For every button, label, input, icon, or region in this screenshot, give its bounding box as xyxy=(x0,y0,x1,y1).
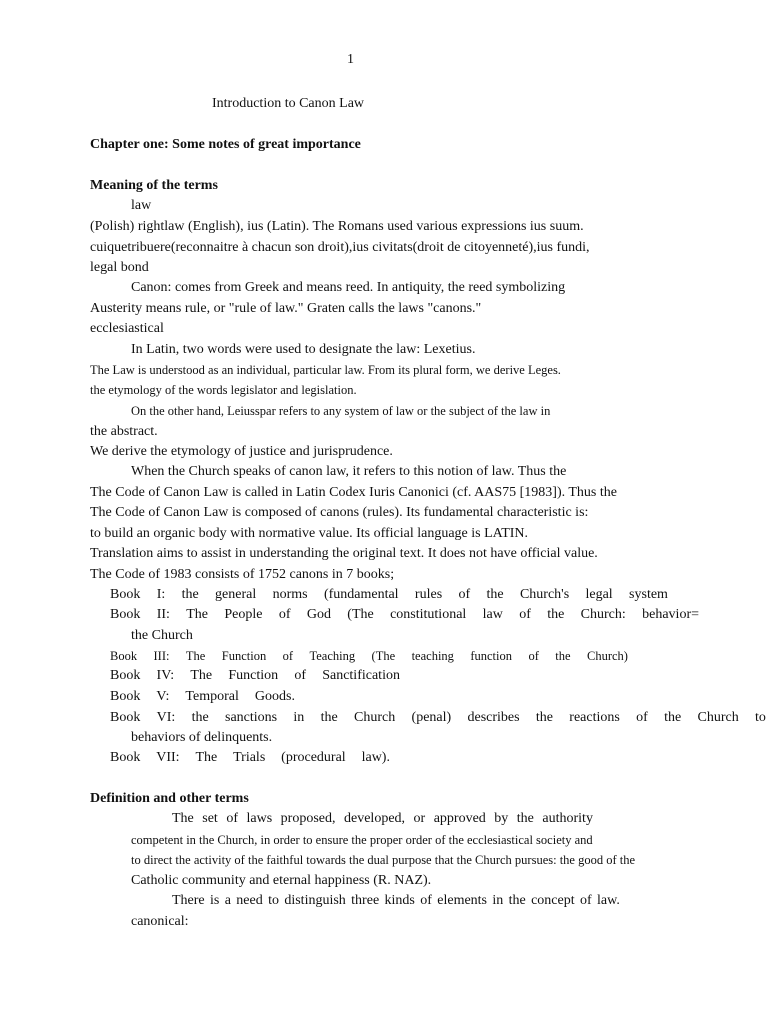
word: V: xyxy=(156,689,170,704)
word: Temporal xyxy=(185,689,239,704)
text-line xyxy=(172,892,620,910)
word: by xyxy=(494,811,509,826)
page-number: 1 xyxy=(347,52,354,67)
book-list-item xyxy=(110,606,699,624)
word: (The xyxy=(347,607,374,622)
word: Church) xyxy=(586,649,628,663)
text-line: canonical: xyxy=(131,914,189,929)
text-line: The Code of Canon Law is composed of canons (rules). Its fundamental characteristic is: xyxy=(90,505,589,520)
book-list-item xyxy=(110,667,400,685)
word: of xyxy=(519,607,531,622)
text-line xyxy=(172,810,593,828)
text-line: Catholic community and eternal happiness (R. NAZ). xyxy=(131,873,432,888)
book-list-item xyxy=(110,749,390,767)
word: Book xyxy=(110,649,138,663)
word: three xyxy=(351,893,380,908)
word: Sanctification xyxy=(322,668,400,683)
word: The xyxy=(172,811,194,826)
word: a xyxy=(224,893,231,908)
word: Church: xyxy=(580,607,626,622)
word: Book xyxy=(110,710,141,725)
word: Book xyxy=(110,587,141,602)
word: the xyxy=(508,893,526,908)
word: law. xyxy=(597,893,620,908)
text-line: Canon: comes from Greek and means reed. In antiquity, the reed symbolizing xyxy=(131,280,566,295)
word: Teaching xyxy=(309,649,356,663)
text-line: Translation aims to assist in understanding the original text. It does not have official value. xyxy=(90,546,598,561)
word: norms xyxy=(272,587,308,602)
book-list-item xyxy=(110,647,628,665)
word: need xyxy=(236,893,263,908)
word: of xyxy=(458,587,471,602)
word: developed, xyxy=(344,811,406,826)
word: Church xyxy=(354,710,396,725)
word: reactions xyxy=(569,710,620,725)
word: VII: xyxy=(156,750,180,765)
text-line: ecclesiastical xyxy=(90,321,164,336)
word: (fundamental xyxy=(323,587,399,602)
word: the xyxy=(664,710,682,725)
text-line: cuiquetribuere(reconnaitre à chacun son droit),ius civitats(droit de citoyenneté),ius fundi, xyxy=(90,240,590,255)
word: of xyxy=(294,668,306,683)
word: The xyxy=(190,668,213,683)
word: set xyxy=(202,811,218,826)
word: law). xyxy=(361,750,390,765)
word: of xyxy=(278,607,291,622)
word: God xyxy=(306,607,331,622)
word: People xyxy=(224,607,263,622)
chapter-heading: Chapter one: Some notes of great importance xyxy=(90,137,361,152)
word: II: xyxy=(156,607,170,622)
word: of xyxy=(420,893,432,908)
word: Function xyxy=(221,649,267,663)
section-heading-meaning: Meaning of the terms xyxy=(90,178,218,193)
word: constitutional xyxy=(390,607,467,622)
text-line: (Polish) rightlaw (English), ius (Latin). The Romans used various expressions ius suum. xyxy=(90,219,584,234)
book-list-continuation: behaviors of delinquents. xyxy=(131,730,273,745)
text-line: Austerity means rule, or "rule of law." Graten calls the laws "canons." xyxy=(90,301,482,316)
text-line: competent in the Church, in order to ensure the proper order of the ecclesiastical society and xyxy=(131,833,593,847)
text-line: When the Church speaks of canon law, it refers to this notion of law. Thus the xyxy=(131,464,567,479)
section-heading-definition: Definition and other terms xyxy=(90,791,249,806)
word: I: xyxy=(156,587,166,602)
text-line: law xyxy=(131,198,152,213)
word: describes xyxy=(467,710,520,725)
word: function xyxy=(470,649,513,663)
word: Church xyxy=(697,710,739,725)
word: (procedural xyxy=(281,750,346,765)
book-list-item xyxy=(110,709,766,727)
word: the xyxy=(547,607,565,622)
text-line: the abstract. xyxy=(90,424,158,439)
word: the xyxy=(535,710,553,725)
text-line: On the other hand, Leiusspar refers to any system of law or the subject of the law in xyxy=(131,404,551,418)
word: The xyxy=(185,649,206,663)
word: approved xyxy=(433,811,486,826)
word: elements xyxy=(437,893,488,908)
word: law xyxy=(482,607,503,622)
word: (penal) xyxy=(411,710,452,725)
word: The xyxy=(186,607,209,622)
word: Church's xyxy=(519,587,570,602)
word: the xyxy=(320,710,338,725)
word: concept xyxy=(531,893,575,908)
word: or xyxy=(413,811,426,826)
book-list-item xyxy=(110,586,668,604)
word: the xyxy=(191,710,209,725)
word: the xyxy=(555,649,571,663)
word: IV: xyxy=(156,668,175,683)
word: III: xyxy=(153,649,170,663)
word: of xyxy=(528,649,539,663)
word: Book xyxy=(110,607,141,622)
book-list-item xyxy=(110,688,295,706)
word: teaching xyxy=(411,649,454,663)
word: distinguish xyxy=(284,893,346,908)
word: the xyxy=(181,587,199,602)
word: of xyxy=(226,811,238,826)
word: of xyxy=(636,710,648,725)
word: Function xyxy=(228,668,279,683)
word: in xyxy=(492,893,504,908)
word: rules xyxy=(414,587,443,602)
word: kinds xyxy=(384,893,415,908)
word: the xyxy=(516,811,534,826)
book-list-continuation: the Church xyxy=(131,628,193,643)
word: general xyxy=(215,587,257,602)
text-line: to build an organic body with normative value. Its official language is LATIN. xyxy=(90,526,529,541)
text-line: The Law is understood as an individual, particular law. From its plural form, we derive Leges. xyxy=(90,363,561,377)
word: of xyxy=(579,893,592,908)
word: of xyxy=(282,649,294,663)
word: in xyxy=(293,710,305,725)
word: system xyxy=(629,587,668,602)
text-line: The Code of Canon Law is called in Latin Codex Iuris Canonici (cf. AAS75 [1983]). Thus the xyxy=(90,485,617,500)
word: sanctions xyxy=(225,710,278,725)
text-line: The Code of 1983 consists of 1752 canons in 7 books; xyxy=(90,567,395,582)
text-line: We derive the etymology of justice and jurisprudence. xyxy=(90,444,393,459)
word: Book xyxy=(110,689,141,704)
text-line: to direct the activity of the faithful towards the dual purpose that the Church pursues: the good of the xyxy=(131,853,636,867)
document-title: Introduction to Canon Law xyxy=(212,96,365,111)
word: (The xyxy=(371,649,396,663)
word: proposed, xyxy=(280,811,336,826)
text-line: legal bond xyxy=(90,260,149,275)
word: The xyxy=(195,750,218,765)
word: laws xyxy=(246,811,273,826)
word: Goods. xyxy=(254,689,295,704)
word: to xyxy=(268,893,279,908)
text-line: In Latin, two words were used to designate the law: Lexetius. xyxy=(131,342,476,357)
word: to xyxy=(755,710,766,725)
word: VI: xyxy=(156,710,176,725)
word: There xyxy=(172,893,205,908)
word: behavior= xyxy=(642,607,699,622)
word: the xyxy=(486,587,504,602)
word: legal xyxy=(585,587,613,602)
text-line: the etymology of the words legislator and legislation. xyxy=(90,383,357,397)
word: Book xyxy=(110,668,141,683)
word: Trials xyxy=(233,750,266,765)
word: is xyxy=(210,893,220,908)
word: Book xyxy=(110,750,141,765)
word: authority xyxy=(542,811,593,826)
